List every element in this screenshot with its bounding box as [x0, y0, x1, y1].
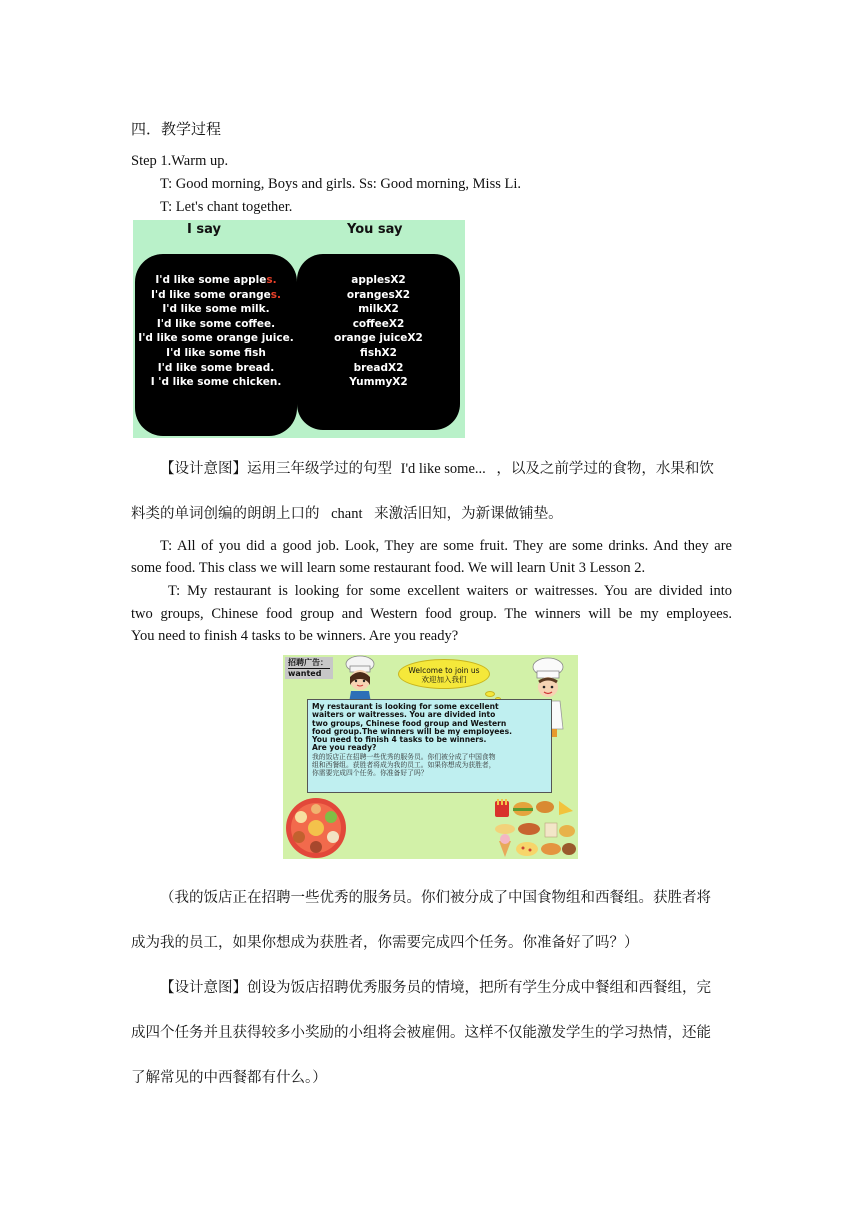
- welcome-bubble-cn: 欢迎加入我们: [421, 675, 467, 684]
- you-say-item: YummyX2: [349, 376, 408, 389]
- design-intent-2-line2: 成四个任务并且获得较多小奖励的小组将会被雇佣。这样不仅能激发学生的学习热情，还能: [131, 1025, 711, 1041]
- ad-label-cn: 招聘广告：: [288, 658, 328, 667]
- i-say-list: [135, 273, 297, 390]
- design-intent-2-line3: 了解常见的中西餐都有什么。）: [131, 1070, 327, 1086]
- translation-line2: 成为我的员工，如果你想成为获胜者，你需要完成四个任务。你准备好了吗？）: [131, 935, 639, 951]
- recruitment-en: [312, 703, 547, 753]
- you-say-panel: [297, 254, 460, 430]
- i-say-header: I say: [187, 222, 221, 237]
- design-intent-1-end: 来激活旧知，为新课做铺垫。: [374, 506, 563, 522]
- design-intent-1-line2: [131, 502, 563, 523]
- paragraph-1-line1: T: All of you did a good job. Look, They are some fruit. They are some drinks. And they are: [160, 538, 732, 554]
- recruitment-cn-line: 组和西餐组。获胜者将成为我的员工。如果你想成为获胜者，: [312, 761, 496, 770]
- you-say-item: milkX2: [358, 303, 399, 316]
- recruitment-cn-line: 你需要完成四个任务。你准备好了吗？: [312, 769, 428, 778]
- design-intent-1-rest: ，以及之前学过的食物，水果和饮: [496, 461, 714, 477]
- design-intent-1-text: 料类的单词创编的朗朗上口的: [131, 506, 320, 522]
- step1-dialogue-line: T: Good morning, Boys and girls. Ss: Good morning, Miss Li.: [160, 176, 521, 192]
- i-say-item: I'd like some milk.: [162, 303, 270, 316]
- i-say-item: I'd like some oranges.: [151, 288, 281, 301]
- i-say-item: I'd like some bread.: [157, 361, 275, 374]
- you-say-item: coffeeX2: [352, 317, 405, 330]
- paragraph-2-line2: two groups, Chinese food group and Western food group. The winners will be my employees.: [131, 606, 732, 622]
- design-intent-1-chant-word: chant: [331, 506, 363, 522]
- you-say-list: [297, 273, 460, 390]
- welcome-bubble: [398, 659, 490, 689]
- welcome-bubble-en: Welcome to join us: [408, 666, 480, 675]
- design-intent-1-pattern: I'd like some...: [400, 461, 486, 477]
- section-heading: 四．教学过程: [131, 120, 222, 138]
- recruitment-cn: [312, 753, 547, 778]
- recruitment-cn-line: 我的饭店正在招聘一些优秀的服务员。你们被分成了中国食物: [312, 752, 496, 761]
- western-food-icon: [493, 799, 577, 859]
- design-intent-1-line1: [160, 457, 714, 478]
- paragraph-1-line2: some food. This class we will learn some restaurant food. We will learn Unit 3 Lesson 2.: [131, 560, 646, 576]
- waitress-chef-icon: [337, 655, 383, 703]
- i-say-item: I'd like some fish: [166, 346, 266, 359]
- you-say-header: You say: [347, 222, 403, 237]
- i-say-item: I'd like some coffee.: [156, 317, 276, 330]
- recruitment-en-line: two groups, Chinese food group and Western: [312, 718, 507, 728]
- you-say-item: fishX2: [360, 346, 397, 359]
- step1-title: Step 1.Warm up.: [131, 153, 229, 169]
- recruitment-en-line: waiters or waitresses. You are divided into: [312, 710, 496, 720]
- i-say-panel: [135, 254, 297, 436]
- step1-chant-line: T: Let's chant together.: [160, 199, 293, 215]
- recruitment-text-box: [307, 699, 552, 793]
- i-say-item: I 'd like some chicken.: [150, 376, 282, 389]
- design-intent-2-line1: 【设计意图】创设为饭店招聘优秀服务员的情境，把所有学生分成中餐组和西餐组，完: [160, 980, 711, 996]
- chant-slide: [133, 220, 465, 438]
- ad-label: [285, 657, 333, 679]
- recruitment-en-line: food group.The winners will be my employees.: [312, 726, 512, 736]
- you-say-item: orange juiceX2: [334, 332, 423, 345]
- design-intent-1-lead: 【设计意图】运用三年级学过的句型: [160, 461, 392, 477]
- chinese-food-plate-icon: [285, 797, 347, 859]
- paragraph-2-line1: T: My restaurant is looking for some excellent waiters or waitresses. You are divided into: [168, 583, 732, 599]
- recruitment-en-line: Are you ready?: [312, 743, 377, 753]
- you-say-item: breadX2: [353, 361, 404, 374]
- i-say-item: I'd like some apples.: [155, 274, 277, 286]
- ad-label-wanted: wanted: [288, 668, 330, 679]
- you-say-item: orangesX2: [346, 288, 411, 301]
- i-say-item: I'd like some orange juice.: [138, 332, 294, 345]
- restaurant-slide: [283, 655, 578, 859]
- recruitment-en-line: My restaurant is looking for some excellent: [312, 702, 499, 711]
- recruitment-en-line: You need to finish 4 tasks to be winners.: [312, 735, 487, 745]
- you-say-item: applesX2: [351, 274, 406, 286]
- translation-line1: （我的饭店正在招聘一些优秀的服务员。你们被分成了中国食物组和西餐组。获胜者将: [160, 890, 711, 906]
- paragraph-2-line3: You need to finish 4 tasks to be winners. Are you ready?: [131, 628, 459, 644]
